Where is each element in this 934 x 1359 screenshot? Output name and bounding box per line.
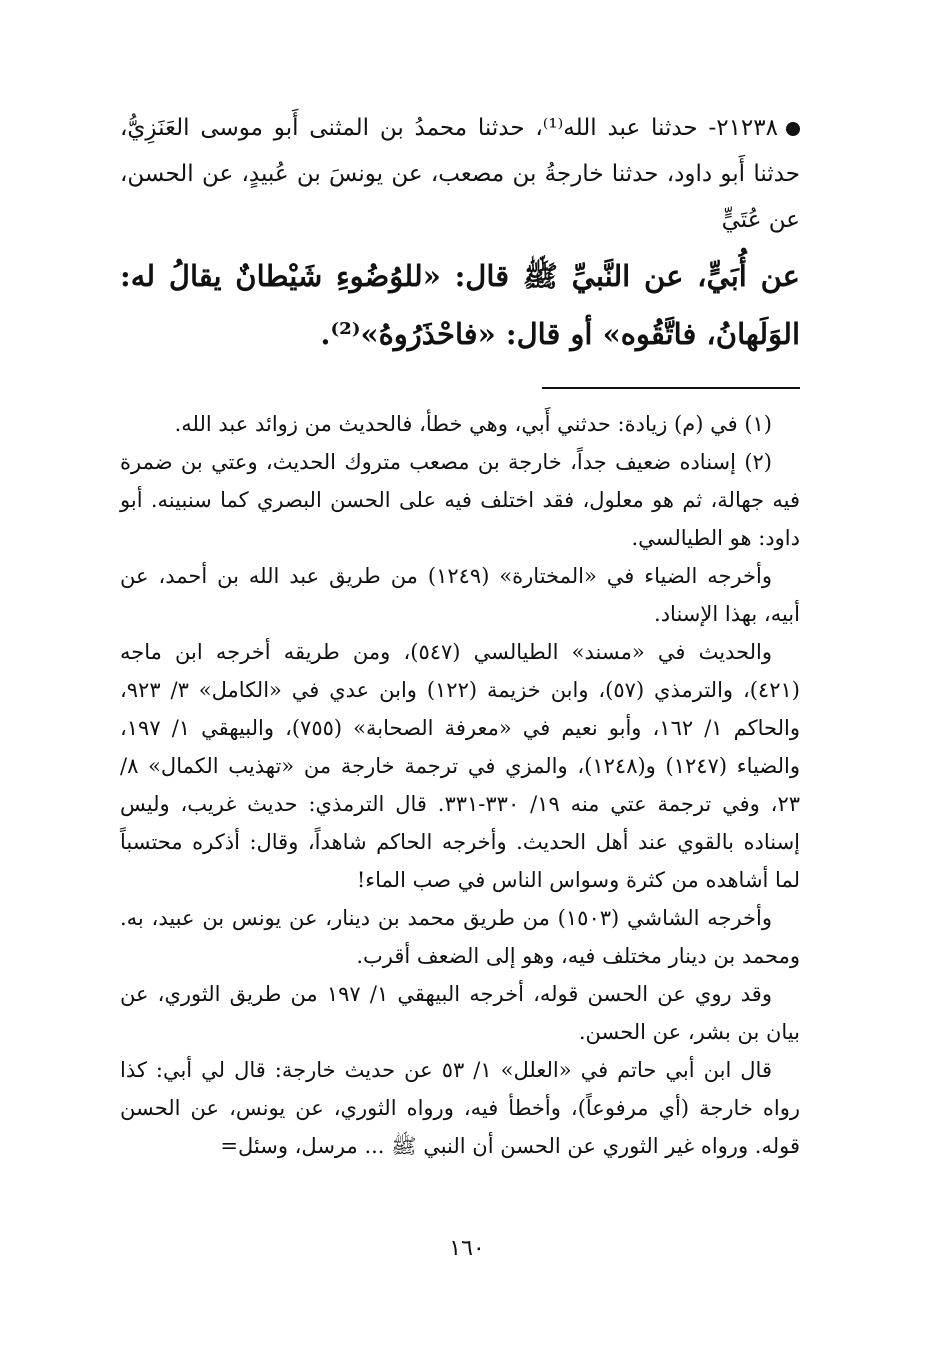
hadith-isnad xyxy=(120,105,800,243)
bullet-icon xyxy=(786,122,800,136)
page-number: ١٦٠ xyxy=(449,1236,485,1261)
footnote-paragraph: وأخرجه الشاشي (١٥٠٣) من طريق محمد بن دينار، عن يونس بن عبيد، به. ومحمد بن دينار مختلف فيه، وهو إلى الضعف أقرب. xyxy=(120,906,800,968)
page-content xyxy=(120,105,800,1165)
footnote-paragraph: وأخرجه الضياء في «المختارة» (١٢٤٩) من طريق عبد الله بن أحمد، عن أبيه، بهذا الإسناد. xyxy=(120,564,800,626)
footnote-divider xyxy=(542,387,800,389)
footnotes xyxy=(120,405,800,1165)
hadith-matn: عن أُبَيٍّ، عن النَّبيِّ ﷺ قال: «للوُضُوءِ شَيْطانٌ يقالُ له: الوَلَهانُ، فاتَّقُوه» أو قال: «فاحْذَرُوهُ»⁽²⁾. xyxy=(120,259,800,351)
hadith-isnad-text: ٢١٢٣٨- حدثنا عبد الله⁽¹⁾، حدثنا محمدُ بن المثنى أَبو موسى العَنَزِيُّ، حدثنا أَبو داود، حدثنا خارجةُ بن مصعب، عن يونسَ بن عُبيدٍ، عن الحسن، عن عُتَيٍّ xyxy=(120,115,800,233)
footnote-1: (١) في (م) زيادة: حدثني أَبي، وهي خطأ، فالحديث من زوائد عبد الله. xyxy=(174,412,772,436)
footnote-paragraph: والحديث في «مسند» الطيالسي (٥٤٧)، ومن طريقه أخرجه ابن ماجه (٤٢١)، والترمذي (٥٧)، وابن خزيمة (١٢٢) وابن عدي في «الكامل» ٣/ ٩٢٣، والحاكم ١/ ١٦٢، وأبو نعيم في «معرفة الصحابة» (٧٥٥)، والبيهقي ١/ ١٩٧، والضياء (١٢٤٧) و(١٢٤٨)، والمزي في ترجمة خارجة من «تهذيب الكمال» ٨/ ٢٣، وفي ترجمة عتي منه ١٩/ ٣٣٠-٣٣١. قال الترمذي: حديث غريب، وليس إسناده بالقوي عند أهل الحديث. وأخرجه الحاكم شاهداً، وقال: أذكره محتسباً لما أشاهده من كثرة وسواس الناس في صب الماء! xyxy=(120,640,800,892)
footnote-paragraph: وقد روي عن الحسن قوله، أخرجه البيهقي ١/ ١٩٧ من طريق الثوري، عن بيان بن بشر، عن الحسن. xyxy=(120,982,800,1044)
footnote-paragraph: قال ابن أبي حاتم في «العلل» ١/ ٥٣ عن حديث خارجة: قال لي أبي: كذا رواه خارجة (أي مرفوعاً)، وأخطأ فيه، ورواه الثوري، عن يونس، عن الحسن قوله. ورواه غير الثوري عن الحسن أن النبي ﷺ ... مرسل، وسئل= xyxy=(120,1058,800,1158)
footnote-2: (٢) إسناده ضعيف جداً، خارجة بن مصعب متروك الحديث، وعتي بن ضمرة فيه جهالة، ثم هو معلول، فقد اختلف فيه على الحسن البصري كما سنبينه. أبو داود: هو الطيالسي. xyxy=(120,450,800,550)
